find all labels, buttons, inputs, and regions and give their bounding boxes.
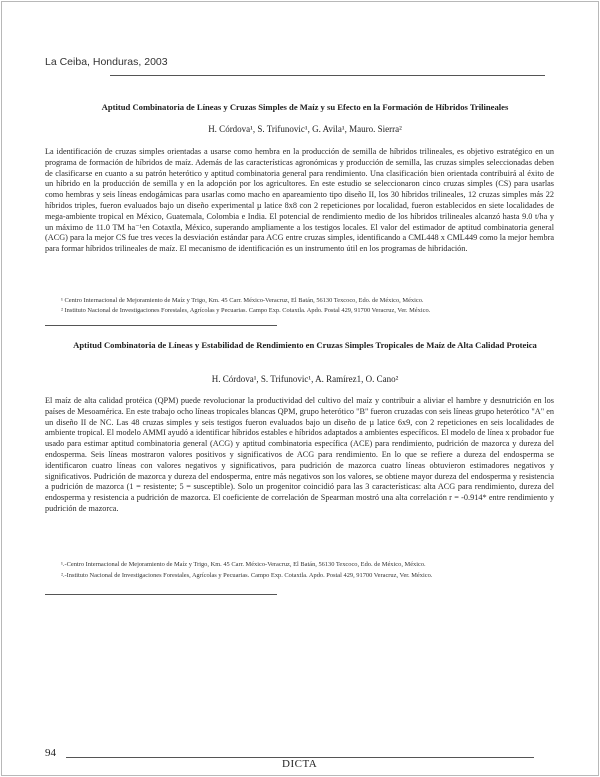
publication-name: DICTA	[282, 758, 318, 770]
article1-affiliation-1: ¹ Centro Internacional de Mejoramiento de Maíz y Trigo, Km. 45 Carr. México-Veracruz, El Batán, 56130 Texcoco, Edo. de México, México.	[61, 297, 424, 304]
article2-title: Aptitud Combinatoria de Líneas y Estabilidad de Rendimiento en Cruzas Simples Tropicales de Maíz de Alta Calidad Proteica	[73, 340, 537, 350]
article2-affiliation-2: ².-Instituto Nacional de Investigaciones Forestales, Agrícolas y Pecuarias. Campo Exp. Cotaxtla. Apdo. Postal 429, 91700 Veracruz, Ver. México.	[61, 572, 433, 579]
article2-authors: H. Córdova¹, S. Trifunovic¹, A. Ramírez1, O. Cano²	[211, 374, 399, 384]
article2-separator	[45, 594, 277, 595]
article1-authors: H. Córdova¹, S. Trifunovic¹, G. Avila¹, Mauro. Sierra²	[208, 124, 402, 134]
article2-abstract: El maíz de alta calidad protéica (QPM) puede revolucionar la productividad del cultivo del maíz y contribuir a aliviar el hambre y desnutrición en los países de Mesoamérica. En este trabajo ocho líneas tropicales blancas QPM, grupo heterótico "B" fueron cruzadas con seis líneas grupo heterótico "A" en un diseño II de NC. Las 48 cruzas simples y seis testigos fueron evaluados bajo un diseño de µ latice 6x9, con 2 repeticiones en seis localidades de ambiente tropical. El modelo AMMI ayudó a identificar híbridos estables e híbridos adaptados a ambientes específicos. El modelo de línea x probador fue usado para estimar aptitud combinatoria general (ACG) y aptitud combinatoria específica (ACE) para rendimiento, pudrición de mazorca y dureza del endosperma. Seis líneas mostraron valores positivos y significativos de ACG para rendimiento. En lo que se refiere a dureza del endosperma se identificaron cuatro líneas con valores negativos y significativos, para pudrición de mazorca cuatro líneas obtuvieron estimadores negativos y significativos. Pudrición de mazorca y dureza del endosperma, entre más negativos son los valores, se obtiene mayor dureza del endosperma y resistencia a pudrición de mazorca (1 = resistente; 5 = susceptible). Solo un progenitor coincidió para las 3 características: alta ACG para rendimiento, dureza del endosperma y resistencia a pudrición de mazorca. El coeficiente de correlación de Spearman mostró una alta correlación r = -0.914* entre rendimiento y pudrición de mazorca.	[45, 396, 554, 513]
article2-affiliation-1: ¹.-Centro Internacional de Mejoramiento de Maíz y Trigo, Km. 45 Carr. México-Veracruz, El Batán, 56130 Texcoco, Edo. de México, México.	[61, 561, 426, 568]
article1-abstract: La identificación de cruzas simples orientadas a usarse como hembra en la producción de semilla de híbridos trilineales, es objetivo estratégico en un programa de formación de híbridos de maíz. Además de las características agronómicas y producción de semilla, las cruzas simples seleccionadas deben de clasificarse en cuanto a su patrón heterótico y aptitud combinatoria general para rendimiento. Una clasificación bien orientada contribuirá al éxito de un híbrido en la producción de semilla y en la adopción por los agricultores. En este estudio se seleccionaron cinco cruzas simples (CS) para usarlas como hembras y seis líneas endogámicas para usarlas como macho en apareamiento tipo diseño II, los 30 híbridos trilineales, 12 cruzas simples más 22 híbridos triples, fueron evaluados bajo un diseño experimental µ latice 8x8 con 2 repeticiones por localidad, fueron establecidos en siete localidades de mega-ambiente tropical en México, Guatemala, Colombia e India. El potencial de rendimiento medio de los híbridos trilineales alcanzó hasta 9.0 t/ha y un máximo de 11.0 TM ha⁻¹en Cotaxtla, México, superando ampliamente a los testigos locales. El valor del estimador de aptitud combinatoria general (ACG) para la mejor CS fue tres veces la desviación estándar para ACG entre cruzas simples, identificando a CML448 x CML449 como la mejor hembra para formar híbridos trilineales de maíz. El mecanismo de identificación es un instrumento útil en los programas de hibridación.	[45, 147, 554, 254]
running-header: La Ceiba, Honduras, 2003	[45, 56, 168, 68]
article1-affiliation-2: ² Instituto Nacional de Investigaciones Forestales, Agrícolas y Pecuarias. Campo Exp. Cotaxtla. Apdo. Postal 429, 91700 Veracruz, Ver. México.	[61, 307, 431, 314]
page-number: 94	[45, 747, 56, 759]
article1-separator	[45, 325, 277, 326]
header-rule	[110, 75, 545, 76]
page-frame	[1, 1, 599, 776]
article1-title: Aptitud Combinatoria de Líneas y Cruzas Simples de Maíz y su Efecto en la Formación de Híbridos Trilineales	[101, 102, 509, 112]
